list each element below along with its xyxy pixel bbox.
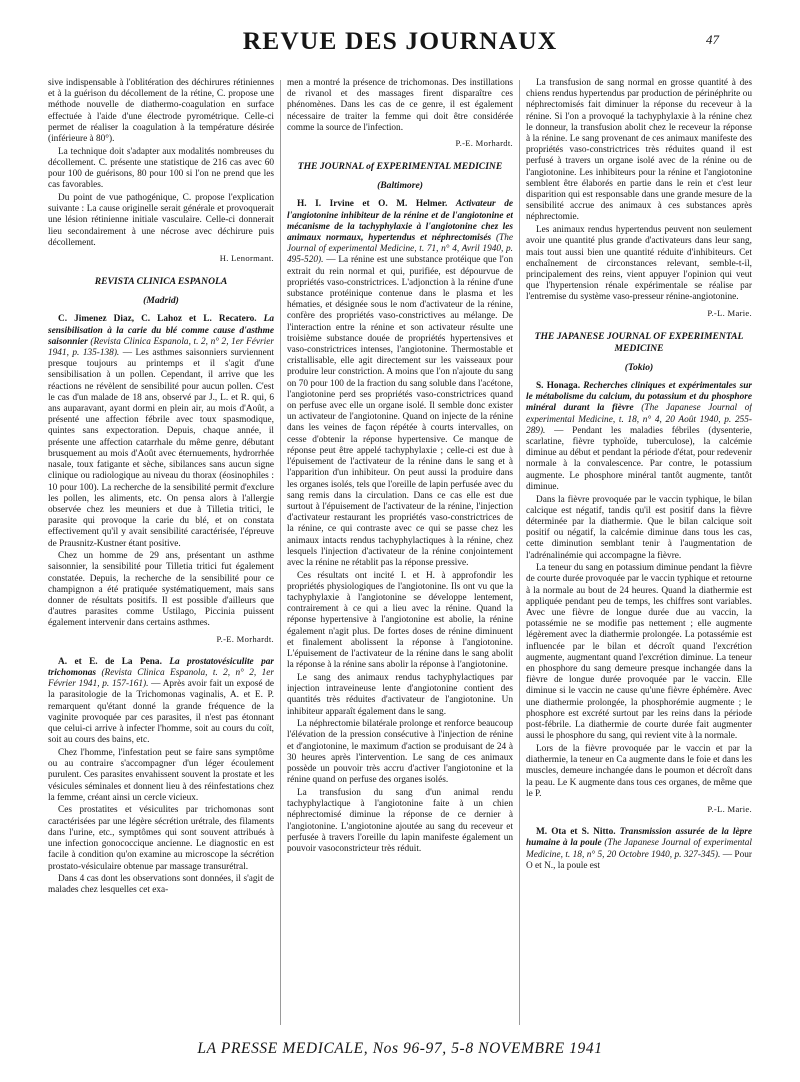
author-signature: P.-E. Morhardt. [455, 138, 513, 149]
paragraph: Dans 4 cas dont les observations sont données, il s'agit de malades chez lesquelles cet exa- [48, 874, 274, 896]
article-title: La sensibilisation à la carie du blé comme cause d'asthme saisonnier [48, 314, 274, 347]
journal-city: (Tokio) [624, 361, 654, 373]
journal-city: (Baltimore) [377, 180, 423, 192]
paragraph: La technique doit s'adapter aux modalités nombreuses du décollement. C. présente une statistique de 216 cas avec 60 pour 100 de guérisons, 80 pour 100 si l'on ne prend que les cas favorables. [48, 146, 274, 191]
paragraph: Lors de la fièvre provoquée par le vaccin et par la diathermie, la teneur en Ca augmente dans le foie et dans les muscles, demeure inchangée dans le poumon et décroît dans la peau. Le K augmente dans tous ces organes, de même que le P. [526, 743, 752, 799]
article-authors: A. et E. de La Pena. [58, 656, 162, 667]
column-middle [287, 78, 513, 1028]
journal-city: (Madrid) [143, 295, 179, 307]
journal-heading: THE JAPANESE JOURNAL OF EXPERIMENTAL MEDICINE [534, 330, 744, 354]
article-reference: (The Japanese Journal of experimental Medicine, t. 18, n° 4, 20 Août 1940, p. 255-289). [526, 403, 752, 436]
paragraph: La néphrectomie bilatérale prolonge et renforce beaucoup l'élévation de la pression consécutive à l'injection de rénine et d'angiotonine, le maximum d'action se produisant de 24 à 30 heures après l'intervention. Le sang de ces animaux possède un pouvoir très accru d'activer l'angiotonine et la rénine quand on perfuse des organes isolés. [287, 719, 513, 786]
article-reference: (The Journal of experimental Medicine, t. 71, n° 4, Avril 1940, p. 495-520). [287, 233, 513, 266]
paragraph: Du point de vue pathogénique, C. propose l'explication suivante : La cause originelle serait générale et provoquerait une lésion rétinienne initiale vasculaire. Celle-ci donnerait lieu secondairement à une nécrose avec déchirure puis décollement. [48, 193, 274, 248]
article-reference: (Revista Clinica Espanola, t. 2, n° 2, 1er Février 1941, p. 157-161). [48, 668, 274, 690]
article-text: — Pendant les maladies fébriles (dysenterie, scarlatine, fièvre typhoïde, tuberculose), la calcémie diminue au début et pendant la période d'état, pour redevenir normale à la convalescence. Par contre, le potassium augmente. Le phosphore minéral tantôt augmente, tantôt diminue. [526, 425, 752, 492]
author-signature: P.-E. Morhardt. [216, 633, 274, 644]
paragraph: Dans la fièvre provoquée par le vaccin typhique, le bilan calcique est négatif, tandis qu'il est positif dans la fièvre déterminée par la diathermie. Que le bilan calcique soit positif ou négatif, la calcémie diminue dans tous les cas, cette diminution semblant tenir à l'augmentation de l'adrénalinémie qui accompagne la fièvre. [526, 494, 752, 561]
paragraph: Les animaux rendus hypertendus peuvent non seulement avoir une quantité plus grande d'activateurs dans leur sang, mais tout aussi bien une quantité réduite d'inhibiteurs. Cet enchaînement de circonstances relevant, semble-t-il, principalement des reins, vient appuyer l'opinion qui veut que l'hypertension rénale expérimentale se réalise par l'entremise du système vaso-presseur rénine-angiotonine. [526, 225, 752, 303]
paragraph: La teneur du sang en potassium diminue pendant la fièvre de courte durée provoquée par le vaccin typhique et retourne à la normale au bout de 24 heures. Quand la diathermie est appliquée pendant peu de temps, les chiffres sont variables. Avec une fièvre de longue durée due au vaccin, la potassémie ne se modifie pas nettement ; elle augmente légèrement avec la diathermie prolongée. La potassémie est influencée par le bilan et décroît quand l'excrétion augmente, augmentant quand l'excrétion diminue. La teneur en phosphore du sang demeure presque inchangée dans la fièvre de longue durée provoquée par le vaccin. Elle diminue si le vaccin ne cause qu'une fièvre éphémère. Avec une diathermie prolongée, la phosphorémie augmente ; le phosphore est excrété surtout par les reins dans la période post-fébrile. La diathermie de courte durée fait augmenter aussi le phosphore du sang, qui revient vite à la normale. [526, 563, 752, 742]
paragraph: La transfusion du sang d'un animal rendu tachyphylactique à l'angiotonine faite à un chien néphrectomisé diminue la réponse de ce dernier à l'angiotonine. L'angiotonine ajoutée au sang du receveur et perfusée à travers l'oreille du lapin manifeste également un pouvoir vasoconstricteur très réduit. [287, 787, 513, 854]
article [48, 314, 274, 549]
journal-section-title: REVUE DES JOURNAUX [242, 26, 558, 55]
article-authors: C. Jimenez Diaz, C. Lahoz et L. Recatero. [58, 314, 257, 325]
column-divider [280, 80, 281, 1025]
article-title: Recherches cliniques et expérimentales sur le métabolisme du calcium, du potassium et du phosphore minéral durant la fièvre [526, 380, 752, 414]
article [526, 827, 752, 872]
paragraph: sive indispensable à l'oblitération des déchirures rétiniennes et à la guérison du décollement de la rétine, C. propose une méthode nouvelle de diathermo-coagulation en surface effectuée à l'aide d'une électrode pyrométrique. Celle-ci permet de réaliser la coagulation à la température désirée (inférieure à 80°). [48, 78, 274, 145]
paragraph: Chez l'homme, l'infestation peut se faire sans symptôme ou au contraire s'accompagner d'un léger écoulement purulent. Ces parasites envahissent souvent la prostate et les vésicules séminales et donnent lieu à des réinfestations chez la femme, créant ainsi un cercle vicieux. [48, 747, 274, 803]
page-number: 47 [706, 32, 719, 47]
paragraph: Le sang des animaux rendus tachyphylactiques par injection intraveineuse lente d'angiotonine contient des quantités très réduites d'activateur de l'angiotonine. Un inhibiteur apparaît également dans le sang. [287, 672, 513, 717]
journal-heading: THE JOURNAL of EXPERIMENTAL MEDICINE [297, 161, 503, 173]
article-authors: M. Ota et S. Nitto. [536, 827, 616, 838]
page-footer: LA PRESSE MEDICALE, Nos 96-97, 5-8 NOVEMBRE 1941 [197, 1040, 603, 1057]
article-reference: (Revista Clinica Espanola, t. 2, n° 2, 1er Février 1941, p. 135-138). [48, 336, 274, 359]
article [287, 199, 513, 569]
paragraph: men a montré la présence de trichomonas. Des instillations de rivanol et des massages firent disparaître ces phénomènes. Dans les cas de ce genre, il est également nécessaire de traiter la femme qui doit être considérée comme la source de l'infection. [287, 78, 513, 133]
article-text: — Les asthmes saisonniers surviennent presque toujours au printemps et il s'agit d'une sensibilisation à un pollen. Cependant, il arrive que les réactions ne révèlent de sensibilité pour aucun pollen. C'est le cas d'un malade de 18 ans, observé par J., L. et R. qui, 6 ans auparavant, ayant dormi en plein air, au mois d'Août, a présenté une affection fébrile avec toux spasmodique, quintes sans expectoration. Depuis, chaque année, il présente une affection catarrhale du même genre, débutant brusquement au mois d'Août avec éternuements, hydrorrhée nasale, toux fatigante et sèche, sibilances sans aucun signe clinique ou radiologique au niveau du thorax (éosinophiles : 10 pour 100). La recherche de la sensibilité permit d'exclure les pollen, les aliments, etc. On pensa alors à l'allergie observée chez les meuniers et due à Tilletia tritici, le parasite qui provoque la carie du blé, et on constata effectivement qu'il y avait sensibilité caractérisée, l'épreuve de Prausnitz-Kustner étant positive. [48, 348, 274, 549]
article-reference: (The Japanese Journal of experimental Medicine, t. 18, n° 5, 20 Octobre 1940, p. 327-345). [526, 838, 752, 860]
paragraph: Chez un homme de 29 ans, présentant un asthme saisonnier, la sensibilité pour Tilletia tritici fut également constatée. Depuis, la recherche de la sensibilité pour ce champignon a été pratiquée systématiquement, mais sans donner de résultats positifs. Il est possible d'ailleurs que d'autres parasites comme Ustilago, Piccinia puissent également intervenir dans certains asthmes. [48, 551, 274, 629]
article-text: — Pour O et N., la poule est [526, 849, 752, 871]
author-signature: H. Lenormant. [219, 253, 274, 264]
journal-heading: REVISTA CLINICA ESPANOLA [94, 276, 228, 288]
article-text: — La rénine est une substance protéique que l'on extrait du rein normal et qui, purifiée, est dépourvue de propriétés vaso-constrictrices. L'adjonction à la rénine d'une substance protéinique contenue dans le plasma et les hématies, et désignée sous le nom d'activateur de la rénine, confère des propriétés vaso-constrictives au mélange. De l'interaction entre la rénine et son activateur résulte une troisième substance douée de propriétés hypertensives et vaso-constrictrices intenses, l'angiotonine. Thermostable et cristallisable, elle agit directement sur les vaisseaux pour produire leur constriction. A moins que l'on n'ajoute du sang on 70 pour 100 de la fraction du sang soluble dans l'acétone, l'angiotonine perd ses propriétés vaso-constrictrices quand on perfuse avec elle un organe isolé. Il semble donc exister un activateur de l'angiotonine. Quand on injecte de la rénine dans les veines de façon répétée à courts intervalles, on cesse d'obtenir la réponse hypertensive. Ce manque de réponse peut être appelé tachyphylaxie ; celle-ci est due à l'épuisement de l'activateur de la rénine dans le sang et à l'apparition d'un inhibiteur. On peut aussi la produire dans les organes isolés, tels que l'oreille de lapin perfusée avec du sang remis dans la circulation. Dans ce cas elle est due surtout à l'épuisement de l'activateur de la rénine, l'injection d'activateur restaurant les propriétés vaso-constrictrices de la rénine, ce qui contraste avec ce qui se passe chez les animaux intacts rendus tachyphylactiques à la rénine, chez lesquels l'injection d'activateur de la rénine conjointement avec la rénine ne rétablit pas la réponse pressive. [287, 255, 513, 568]
article-title: Activateur de l'angiotonine inhibiteur de la rénine et de l'angiotonine et mécanisme de la tachyphylaxie à l'angiotonine chez les animaux normaux, hypertendus et néphrectomisés [287, 199, 513, 244]
column-divider [519, 80, 520, 1025]
article [526, 381, 752, 493]
column-right [526, 78, 752, 1028]
article-title: Transmission assurée de la lèpre humaine à la poule [526, 827, 752, 849]
paragraph: Ces résultats ont incité I. et H. à approfondir les propriétés physiologiques de l'angiotonine. Ils ont vu que la tachyphylaxie à l'angiotonine se développe lentement, contrairement à ce qui a lieu avec la rénine. Quand la réponse hypertensive à l'angiotonine est abolie, la rénine également n'agit plus. De fortes doses de rénine diminuent et finalement abolissent la réponse à l'angiotonine. L'épuisement de l'activateur de la rénine dans le sang abolit la réponse à la rénine sans abolir la réponse à l'angiotonine. [287, 570, 513, 671]
column-left [48, 78, 274, 1028]
author-signature: P.-L. Marie. [707, 803, 752, 814]
article-title: La prostatovésiculite par trichomonas [48, 656, 274, 679]
paragraph: Ces prostatites et vésiculites par trichomonas sont caractérisées par une légère sécrétion urétrale, des filaments dans l'urine, etc., symptômes qui sont souvent attribués à une infection gonococcique ancienne. Le diagnostic en est facile à condition qu'on examine au microscope la sécrétion prostato-vésiculaire obtenue par massage transurétral. [48, 805, 274, 872]
article-authors: H. I. Irvine et O. M. Helmer. [297, 199, 448, 210]
paragraph: La transfusion de sang normal en grosse quantité à des chiens rendus hypertendus par production de périnéphrite ou néphrectomisés fait diminuer la réponse du receveur à la rénine. Si l'on a provoqué la tachyphylaxie à la rénine chez le donneur, la transfusion abolit chez le receveur la réponse à la rénine. Le sang provenant de ces animaux manifeste des propriétés vaso-constrictrices très réduites quand il est perfusé à travers un organe isolé avec de la rénine ou de l'angiotonine. Les inhibiteurs pour la rénine et l'angiotonine semblent être élaborés en partie dans le rein et c'est leur disparition qui est responsable dans une grande mesure de la sensibilité accrue des animaux à ces substances après néphrectomie. [526, 78, 752, 223]
author-signature: P.-L. Marie. [707, 307, 752, 318]
article-authors: S. Honaga. [536, 380, 581, 391]
article [48, 657, 274, 747]
article-text: — Après avoir fait un exposé de la parasitologie de la Trichomonas vaginalis, A. et E. P. remarquent qu'étant donné la grande fréquence de la vaginite provoquée par ces parasites, il n'est pas étonnant que celui-ci arrive à infecter l'homme, soit au cours du coït, soit au cours des bains, etc. [48, 679, 274, 746]
